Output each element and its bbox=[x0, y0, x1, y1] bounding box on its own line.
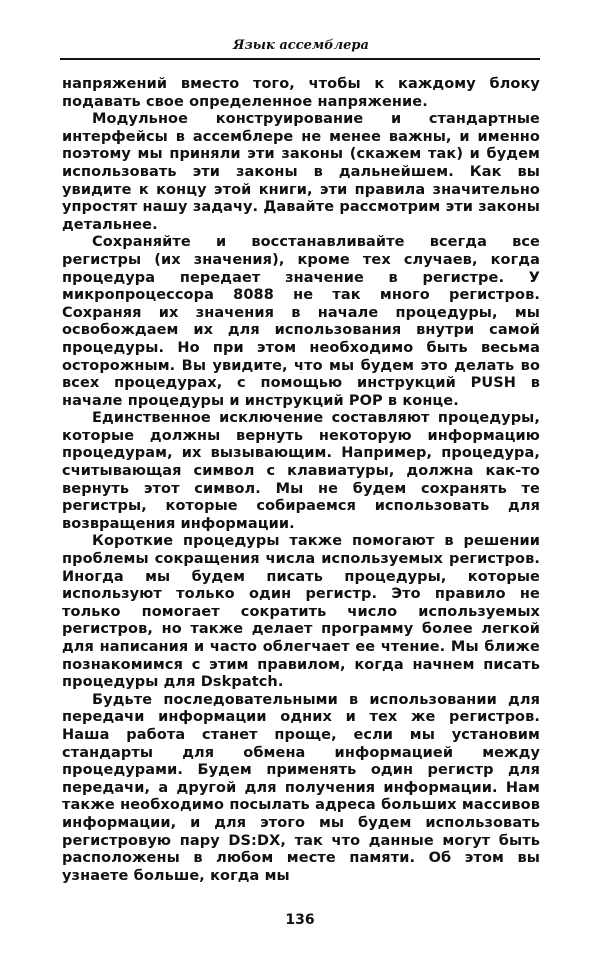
header-rule bbox=[60, 58, 540, 60]
paragraph-1: напряжений вместо того, чтобы к каждому блоку подавать свое определенное напряжение. bbox=[62, 76, 540, 110]
paragraph-5: Короткие процедуры также помогают в решении проблемы сокращения числа используемых регистров. Иногда мы будем писать процедуры, которые используют только один регистр. Это правило не только помогает сократить число используемых регистров, но также делает программу более легкой для написания и часто облегчает ее чтение. Мы ближе познакомимся с этим правилом, когда начнем писать процедуры для Dskpatch. bbox=[62, 533, 540, 691]
paragraph-4: Единственное исключение составляют процедуры, которые должны вернуть некоторую информацию процедурам, их вызывающим. Например, процедура, считывающая символ с клавиатуры, должна как-то вернуть этот символ. Мы не будем сохранять те регистры, которые собираемся использовать для возвращения информации. bbox=[62, 410, 540, 532]
paragraph-6: Будьте последовательными в использовании для передачи информации одних и тех же регистров. Наша работа станет проще, если мы установим стандарты для обмена информацией между процедурами. Будем применять один регистр для передачи, а другой для получения информации. Нам также необходимо посылать адреса больших массивов информации, и для этого мы будем использовать регистровую пару DS:DX, так что данные могут быть расположены в любом месте памяти. Об этом вы узнаете больше, когда мы bbox=[62, 691, 540, 884]
paragraph-2: Модульное конструирование и стандартные интерфейсы в ассемблере не менее важны, и именно поэтому мы приняли эти законы (скажем так) и будем использовать эти законы в дальнейшем. Как вы увидите к концу этой книги, эти правила значительно упростят нашу задачу. Давайте рассмотрим эти законы детальнее. bbox=[62, 111, 540, 233]
paragraph-3: Сохраняйте и восстанавливайте всегда все регистры (их значения), кроме тех случаев, когда процедура передает значение в регистре. У микропроцессора 8088 не так много регистров. Сохраняя их значения в начале процедуры, мы освобождаем их для использования внутри самой процедуры. Но при этом необходимо быть весьма осторожным. Вы увидите, что мы будем это делать во всех процедурах, с помощью инструкций PUSH в начале процедуры и инструкций POP в конце. bbox=[62, 234, 540, 409]
body-text bbox=[62, 76, 540, 885]
page-number: 136 bbox=[285, 912, 315, 928]
running-title: Язык ассемблера bbox=[233, 38, 369, 53]
